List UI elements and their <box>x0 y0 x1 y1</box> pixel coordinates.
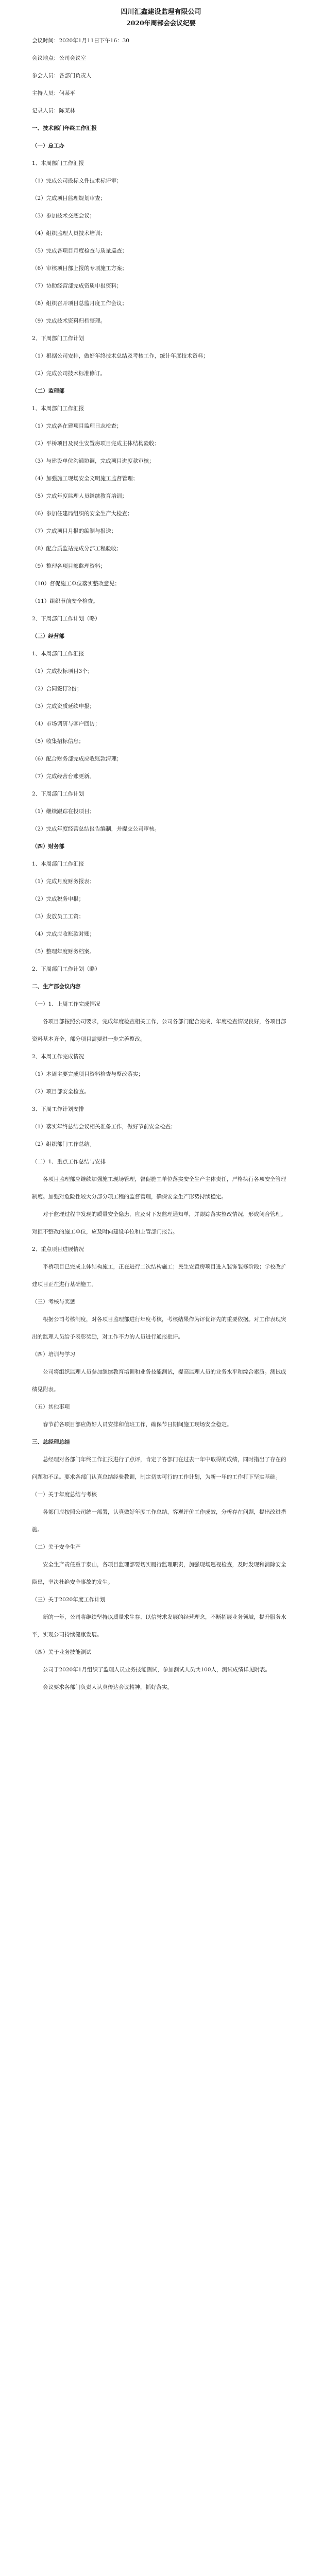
paragraph: （9）完成技术资料归档整理。 <box>32 318 106 324</box>
paragraph: （2）合同签订2份； <box>32 686 82 692</box>
meeting-title: 2020年周部会会议纪要 <box>126 19 196 27</box>
paragraph: （2）完成公司技术标准修订。 <box>32 370 106 377</box>
meta-line: 会议时间：2020年1月11日下午16：30 <box>32 38 129 44</box>
paragraph: 公司于2020年1月组织了监理人员业务技能测试，参加测试人员共100人，测试成绩详见附表。 <box>43 1667 270 1673</box>
paragraph: 2、下周部门工作计划（略） <box>32 616 100 622</box>
paragraph: 3、下周工作计划安排 <box>32 1106 84 1112</box>
section-heading: （三）经营部 <box>32 633 64 639</box>
section-heading: （四）财务部 <box>32 843 64 850</box>
paragraph: （8）组织召开项目总监月度工作会议； <box>32 300 128 307</box>
paragraph: （四）关于业务技能测试 <box>32 1649 92 1655</box>
paragraph: 2、下周部门工作计划 <box>32 791 84 797</box>
paragraph: （4）完成应收账款对账； <box>32 931 95 937</box>
section-heading: 二、生产部会议内容 <box>32 984 81 990</box>
paragraph: 2、本周工作完成情况 <box>32 1054 84 1060</box>
paragraph: （2）项目部安全检查。 <box>32 1089 90 1095</box>
meta-line: 会议地点：公司会议室 <box>32 55 86 61</box>
paragraph: （2）组织部门工作总结。 <box>32 1141 95 1147</box>
paragraph: （1）完成各在建项目监理日志检查； <box>32 423 122 429</box>
paragraph: （9）整理各项目部监理资料； <box>32 563 106 569</box>
paragraph: （三）考核与奖惩 <box>32 1299 75 1305</box>
paragraph: （3）完成资质延续申报； <box>32 703 95 709</box>
paragraph: 新的一年，公司将继续坚持以质量求生存、以信誉求发展的经营理念，不断拓展业务领域，提升服务水平，实现公司持续健康发展。 <box>32 1614 286 1638</box>
paragraph: （4）加强施工现场安全文明施工监督管理； <box>32 476 139 482</box>
paragraph: 1、本周部门工作汇报 <box>32 861 84 867</box>
paragraph: （5）收集招标信息； <box>32 738 84 744</box>
paragraph: （4）组织监理人员技术培训； <box>32 230 106 236</box>
paragraph: （6）审核项目部上报的专项施工方案； <box>32 265 128 272</box>
paragraph: （7）完成经营台账更新。 <box>32 773 95 779</box>
paragraph: （1）完成投标项目3个； <box>32 668 93 674</box>
paragraph: （1）根据公司安排，做好年终技术总结及考核工作，统计年度技术资料； <box>32 353 209 359</box>
company-title: 四川汇鑫建设监理有限公司 <box>121 8 201 16</box>
paragraph: （2）平桥项目及民生安置房项目完成主体结构验收； <box>32 440 160 447</box>
paragraph: 总经理对各部门年终工作汇报进行了点评，肯定了各部门在过去一年中取得的成绩，同时指出了存在的问题和不足。要求各部门认真总结经验教训，制定切实可行的工作计划，为新一年的工作打下坚实基础。 <box>32 1456 286 1480</box>
paragraph: 2、下周部门工作计划（略） <box>32 966 100 972</box>
section-heading: 三、总经理总结 <box>32 1439 70 1445</box>
paragraph: （5）整理年度财务档案。 <box>32 948 95 955</box>
paragraph: 平桥项目已完成主体结构施工，正在进行二次结构施工；民生安置房项目进入装饰装修阶段；学校改扩建项目正在进行基础施工。 <box>32 1264 286 1287</box>
section-heading: 一、技术部门年终工作汇报 <box>32 125 97 131</box>
paragraph: （五）其他事项 <box>32 1404 70 1410</box>
meta-line: 记录人员：陈某林 <box>32 108 75 114</box>
paragraph: （3）参加技术交底会议； <box>32 213 95 219</box>
paragraph: 对于监理过程中发现的质量安全隐患，应及时下发监理通知单，并跟踪落实整改情况，形成闭合管理。对拒不整改的施工单位，应及时向建设单位和主管部门报告。 <box>32 1211 286 1235</box>
paragraph: （2）完成项目监理规划审查； <box>32 195 106 201</box>
paragraph: （6）参加住建局组织的安全生产大检查； <box>32 511 133 517</box>
paragraph: （1）继续跟踪在投项目； <box>32 808 95 815</box>
paragraph: 各项目监理部应继续加强施工现场管理，督促施工单位落实安全生产主体责任，严格执行各项安全管理制度。加强对危险性较大分部分项工程的监督管理，确保安全生产形势持续稳定。 <box>32 1176 286 1200</box>
paragraph: （2）完成税务申报； <box>32 896 84 902</box>
minutes-content <box>32 120 290 1696</box>
paragraph: 会议要求各部门负责人认真传达会议精神，抓好落实。 <box>43 1684 173 1690</box>
paragraph: 春节前各项目部应做好人员安排和值班工作，确保节日期间施工现场安全稳定。 <box>43 1421 232 1428</box>
paragraph: 1、本周部门工作汇报 <box>32 405 84 412</box>
paragraph: （一）1、上周工作完成情况 <box>32 1001 100 1007</box>
paragraph: 根据公司考核制度，对各项目监理部进行年度考核，考核结果作为评优评先的重要依据。对工作表现突出的监理人员给予表彰奖励，对工作不力的人员进行通报批评。 <box>32 1316 286 1340</box>
paragraph: 1、本周部门工作汇报 <box>32 651 84 657</box>
paragraph: （四）培训与学习 <box>32 1351 75 1358</box>
paragraph: 2、重点项目进展情况 <box>32 1246 84 1252</box>
section-heading: （二）监理部 <box>32 388 64 394</box>
paragraph: （3）与建设单位沟通协调，完成项目进度款审核； <box>32 458 155 464</box>
paragraph: （4）市场调研与客户回访； <box>32 721 100 727</box>
paragraph: （一）关于年度总结与考核 <box>32 1492 97 1498</box>
paragraph: 安全生产责任重于泰山，各项目监理部要切实履行监理职责，加强现场巡视检查，及时发现和消除安全隐患，坚决杜绝安全事故的发生。 <box>32 1562 286 1585</box>
paragraph: （5）完成年度监理人员继续教育培训； <box>32 493 128 499</box>
paragraph: 公司将组织监理人员参加继续教育培训和业务技能测试，提高监理人员的业务水平和综合素质。测试成绩见附表。 <box>32 1369 286 1393</box>
paragraph: 1、本周部门工作汇报 <box>32 160 84 166</box>
paragraph: （8）配合质监站完成分部工程验收； <box>32 546 122 552</box>
paragraph: （3）发放员工工资； <box>32 913 84 920</box>
paragraph: （1）本周主要完成项目资料检查与整改落实； <box>32 1071 144 1077</box>
paragraph: 2、下周部门工作计划 <box>32 335 84 342</box>
paragraph: （7）完成项目月报的编制与报送； <box>32 528 117 534</box>
section-heading: （一）总工办 <box>32 143 64 149</box>
paragraph: （2）完成年度经营总结报告编制，并提交公司审核。 <box>32 826 160 832</box>
meta-line: 参会人员：各部门负责人 <box>32 73 92 79</box>
paragraph: （1）完成月度财务报表； <box>32 878 95 885</box>
paragraph: （11）组织节前安全检查。 <box>32 598 98 604</box>
paragraph: 各项目部按照公司要求，完成年度检查相关工作，公司各部门配合完成，年度检查情况良好，各项目部资料基本齐全，部分项目需要进一步完善整改。 <box>32 1019 286 1042</box>
paragraph: （1）完成公司投标文件技术标评审； <box>32 178 122 184</box>
paragraph: 各部门应按照公司统一部署，认真做好年度工作总结，客观评价工作成效，分析存在问题，提出改进措施。 <box>32 1509 286 1533</box>
paragraph: （二）关于安全生产 <box>32 1544 81 1550</box>
meta-line: 主持人员：何某平 <box>32 90 75 96</box>
paragraph: （1）落实年终总结会议相关准备工作，做好节前安全检查； <box>32 1124 176 1130</box>
meeting-meta <box>32 32 290 120</box>
paragraph: （5）完成各项目月度检查与质量巡查； <box>32 248 128 254</box>
paragraph: （7）协助经营部完成资质申报资料； <box>32 283 122 289</box>
paragraph: （10）督促施工单位落实整改意见； <box>32 581 120 587</box>
paragraph: （6）配合财务部完成应收账款清理； <box>32 756 122 762</box>
paragraph: （二）1、重点工作总结与安排 <box>32 1159 106 1165</box>
paragraph: （三）关于2020年度工作计划 <box>32 1597 106 1603</box>
